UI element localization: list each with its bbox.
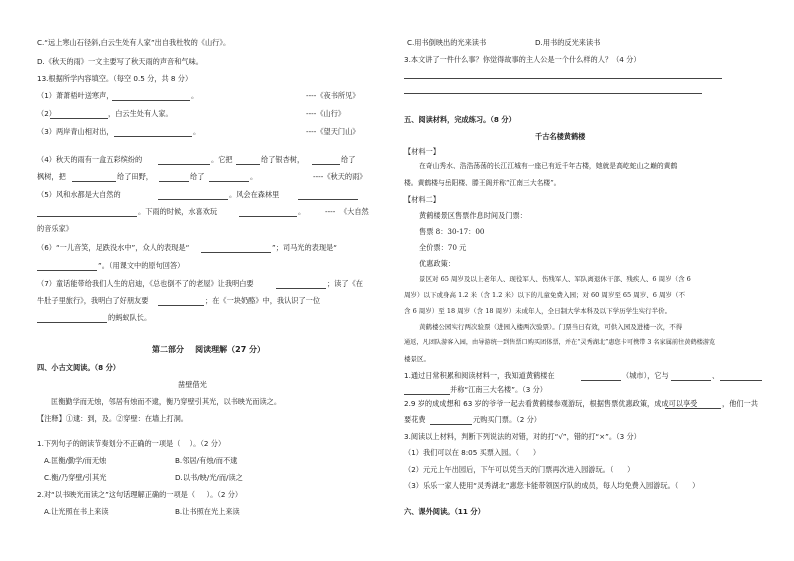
q2-option-b: B.让书照在光上来读 <box>175 507 240 516</box>
fill-4-part: 给了 <box>341 155 356 164</box>
blank-line <box>158 164 210 165</box>
fill-4-part: 。它把 <box>211 155 233 164</box>
fill-4-part: 给了银杏树， <box>261 155 305 164</box>
fill-4-line2: 枫树，把 <box>37 172 66 181</box>
passage-text: 匡衡勤学而无烛，邻居有烛而不逮，衡乃穿壁引其光，以书映光而读之。 <box>51 397 282 406</box>
passage-title: 凿壁借光 <box>178 380 207 389</box>
question-1: 1.下列句子的朗读节奏划分不正确的一项是（ ）。（2 分） <box>37 439 226 448</box>
blank-line <box>581 380 621 381</box>
blank-line <box>72 181 116 182</box>
blank-line <box>114 136 192 137</box>
full-price: 全价票：70 元 <box>419 243 467 252</box>
blank-line <box>201 252 271 253</box>
passage-note: 【注释】①逮：到，及。②穿壁：在墙上打洞。 <box>37 414 188 423</box>
blank-line <box>37 216 137 217</box>
fill-6-text: （6）“一儿音笑，足跌没水中”，众人的表现是“ <box>37 243 190 252</box>
blank-line <box>720 380 762 381</box>
blank-line <box>239 216 297 217</box>
fill-7-line2: 牛肚子里旅行》，我明白了好朋友要 <box>37 296 149 305</box>
q1-option-a: A.匡衡/勤学/而无烛 <box>44 456 107 465</box>
r-q2-part: ，他们一共 <box>722 399 758 408</box>
question-3: 3.本文讲了一件什么事？你觉得故事的主人公是一个什么样的人？（4 分） <box>404 55 641 64</box>
option-c-line: C.“远上寒山石径斜,白云生处有人家”出自我杜牧的《山行》。 <box>37 38 231 47</box>
blank-line <box>50 118 108 119</box>
question-2: 2.对“以书映光而读之”这句话理解正确的一项是（ ）。（2 分） <box>37 490 243 499</box>
fill-7-part: 的蚂蚁队长。 <box>108 313 152 322</box>
section-5-heading: 五、阅读材料，完成练习。（8 分） <box>404 115 516 124</box>
question-13: 13.根据所学内容填空。（每空 0.5 分，共 8 分） <box>37 74 193 83</box>
fill-5-part: 。 <box>298 207 306 216</box>
q2-option-a: A.让光照在书上来读 <box>44 507 109 516</box>
fill-6-part: ”；司马光的表现是“ <box>272 243 337 252</box>
ticket-hours-heading: 黄鹤楼景区售票作息时间及门票： <box>419 211 527 220</box>
fill-1-end: 。 <box>191 91 199 100</box>
q2-option-c: C.用书倒映出的光来读书 <box>407 38 487 47</box>
r-question-2: 2.9 岁的成成想和 63 岁的爷爷一起去看黄鹤楼参观游玩，根据售票优惠政策，成成可以享受 <box>404 399 698 408</box>
rules-line2: 通返，凡团队游客入园，由导游统一到售票口购买团体票，并在“灵秀湖北”惠您卡可携带 3 名家属前往黄鹤楼游览 <box>404 339 716 346</box>
section-4-heading: 四、小古文阅读。（8 分） <box>37 363 120 372</box>
fill-5-text: （5）风和水都是大自然的 <box>37 190 121 199</box>
blank-line <box>236 164 260 165</box>
part-two-heading: 第二部分 阅读理解（27 分） <box>152 345 266 354</box>
fill-2-label: （2） <box>37 109 56 118</box>
r-q2-part: 要花费 <box>404 415 426 424</box>
blank-line <box>159 181 189 182</box>
fill-1-text: （1）萧萧梧叶送寒声， <box>37 91 114 100</box>
blank-line <box>37 322 107 323</box>
r-question-3: 3.阅读以上材料，判断下列说法的对错，对的打“√”，错的打“×”。（3 分） <box>404 432 641 441</box>
r-question-1: 1.通过日常积累和阅读材料一，我知道黄鹤楼在 <box>404 371 555 380</box>
fill-4-part: 。 <box>250 172 258 181</box>
fill-4-source: ----《秋天的雨》 <box>313 172 367 181</box>
q1-option-c: C.衡/乃穿壁/引其光 <box>44 473 107 482</box>
fill-5-part: 。风会在森林里 <box>229 190 280 199</box>
blank-line <box>665 408 721 409</box>
r-q3-item-3: （3）乐乐一家人使用“灵秀湖北”惠您卡能带领医疗队的成员，每人均免费入园游玩。（ ） <box>404 481 700 490</box>
material-1-label: 【材料一】 <box>404 147 440 156</box>
blank-line <box>112 100 190 101</box>
r-q3-item-1: （1）我们可以在 8:05 买票入园。（ ） <box>404 448 541 457</box>
r-q1-part: 、 <box>712 371 720 380</box>
fill-3-end: 。 <box>193 127 201 136</box>
fill-5-part: 。下雨的时候，水喜欢玩 <box>138 207 218 216</box>
blank-line <box>158 199 228 200</box>
material-1-line1: 在奇山秀水、浩浩荡荡的长江江城有一座已有近千年古楼，她就是高屹蛇山之巅的黄鹤 <box>419 162 678 170</box>
material-2-label: 【材料二】 <box>404 195 440 204</box>
material-title: 千古名楼黄鹤楼 <box>535 132 586 141</box>
q2-option-d: D.用书的反光来读书 <box>535 38 601 47</box>
fill-5-source-end: 的音乐家》 <box>37 224 73 233</box>
fill-7-part: ；读了《在 <box>327 279 363 288</box>
fill-2-source: ----《山行》 <box>306 109 346 118</box>
fill-4-text: （4）秋天的雨有一盒五彩缤纷的 <box>37 155 143 164</box>
fill-1-source: ----《夜书所见》 <box>306 91 360 100</box>
answer-line <box>404 78 722 79</box>
blank-line <box>430 424 472 425</box>
blank-line <box>158 305 204 306</box>
discount-heading: 优惠政策： <box>419 259 455 268</box>
blank-line <box>298 199 358 200</box>
fill-5-source: ---- 《大自然 <box>325 207 369 216</box>
fill-3-source: ----《望天门山》 <box>306 127 360 136</box>
fill-4-part: 给了田野， <box>117 172 153 181</box>
fill-4-part: 给了 <box>190 172 205 181</box>
blank-line <box>37 270 97 271</box>
discount-line2: 周岁）以下或身高 1.2 米（含 1.2 米）以下的儿童免费入园；对 60 周岁至 65 周岁、6 周岁（不 <box>404 291 685 299</box>
fill-7-part: ；在《一块奶酪》中，我认识了一位 <box>205 296 321 305</box>
rules-line3: 楼景区。 <box>404 355 430 363</box>
answer-line <box>404 93 702 94</box>
fill-7-text: （7）童话能带给我们人生的启迪，《总也倒不了的老屋》让我明白要 <box>37 279 254 288</box>
r-q1-part: （城市），它与 <box>622 371 669 380</box>
fill-6-part: ”。（用课文中的原句回答） <box>98 261 185 270</box>
section-6-heading: 六、课外阅读。（11 分） <box>404 507 485 516</box>
r-q1-part: 并称“江南三大名楼”。（3 分） <box>450 385 547 394</box>
blank-line <box>209 181 249 182</box>
ticket-hours: 售票 8：30-17：00 <box>419 227 485 236</box>
rules-line1: 黄鹤楼公园实行两次验票（进园入楼两次验票）。门票当日有效，可供入园及进楼一次，不得 <box>419 323 683 331</box>
blank-line <box>312 164 340 165</box>
r-q3-item-2: （2）元元上午出园后，下午可以凭当天的门票再次进入园游玩。（ ） <box>404 465 635 474</box>
material-1-line2: 楼。黄鹤楼与岳阳楼、滕王阁并称“江南三大名楼”。 <box>404 179 561 187</box>
blank-line <box>671 380 711 381</box>
discount-line3: 含 6 周岁）至 18 周岁（含 18 周岁）未成年人，全日制大学本科及以下学历学生实行半价。 <box>404 307 672 315</box>
fill-3-text: （3）两岸青山相对出， <box>37 127 114 136</box>
discount-line1: 景区对 65 周岁及以上老年人、现役军人、伤残军人、军队离退休干部、残疾人、6 周岁（含 6 <box>419 275 691 283</box>
fill-2-text: ，白云生处有人家。 <box>108 109 173 118</box>
blank-line <box>404 394 450 395</box>
blank-line <box>276 288 326 289</box>
r-q2-part: 元购买门票。（2 分） <box>473 415 541 424</box>
q1-option-d: D.以书/映/光/而/读之 <box>175 473 243 482</box>
q1-option-b: B.邻居/有烛/而不逮 <box>175 456 238 465</box>
option-d-line: D.《秋天的雨》一文主要写了秋天雨的声音和气味。 <box>37 57 203 66</box>
